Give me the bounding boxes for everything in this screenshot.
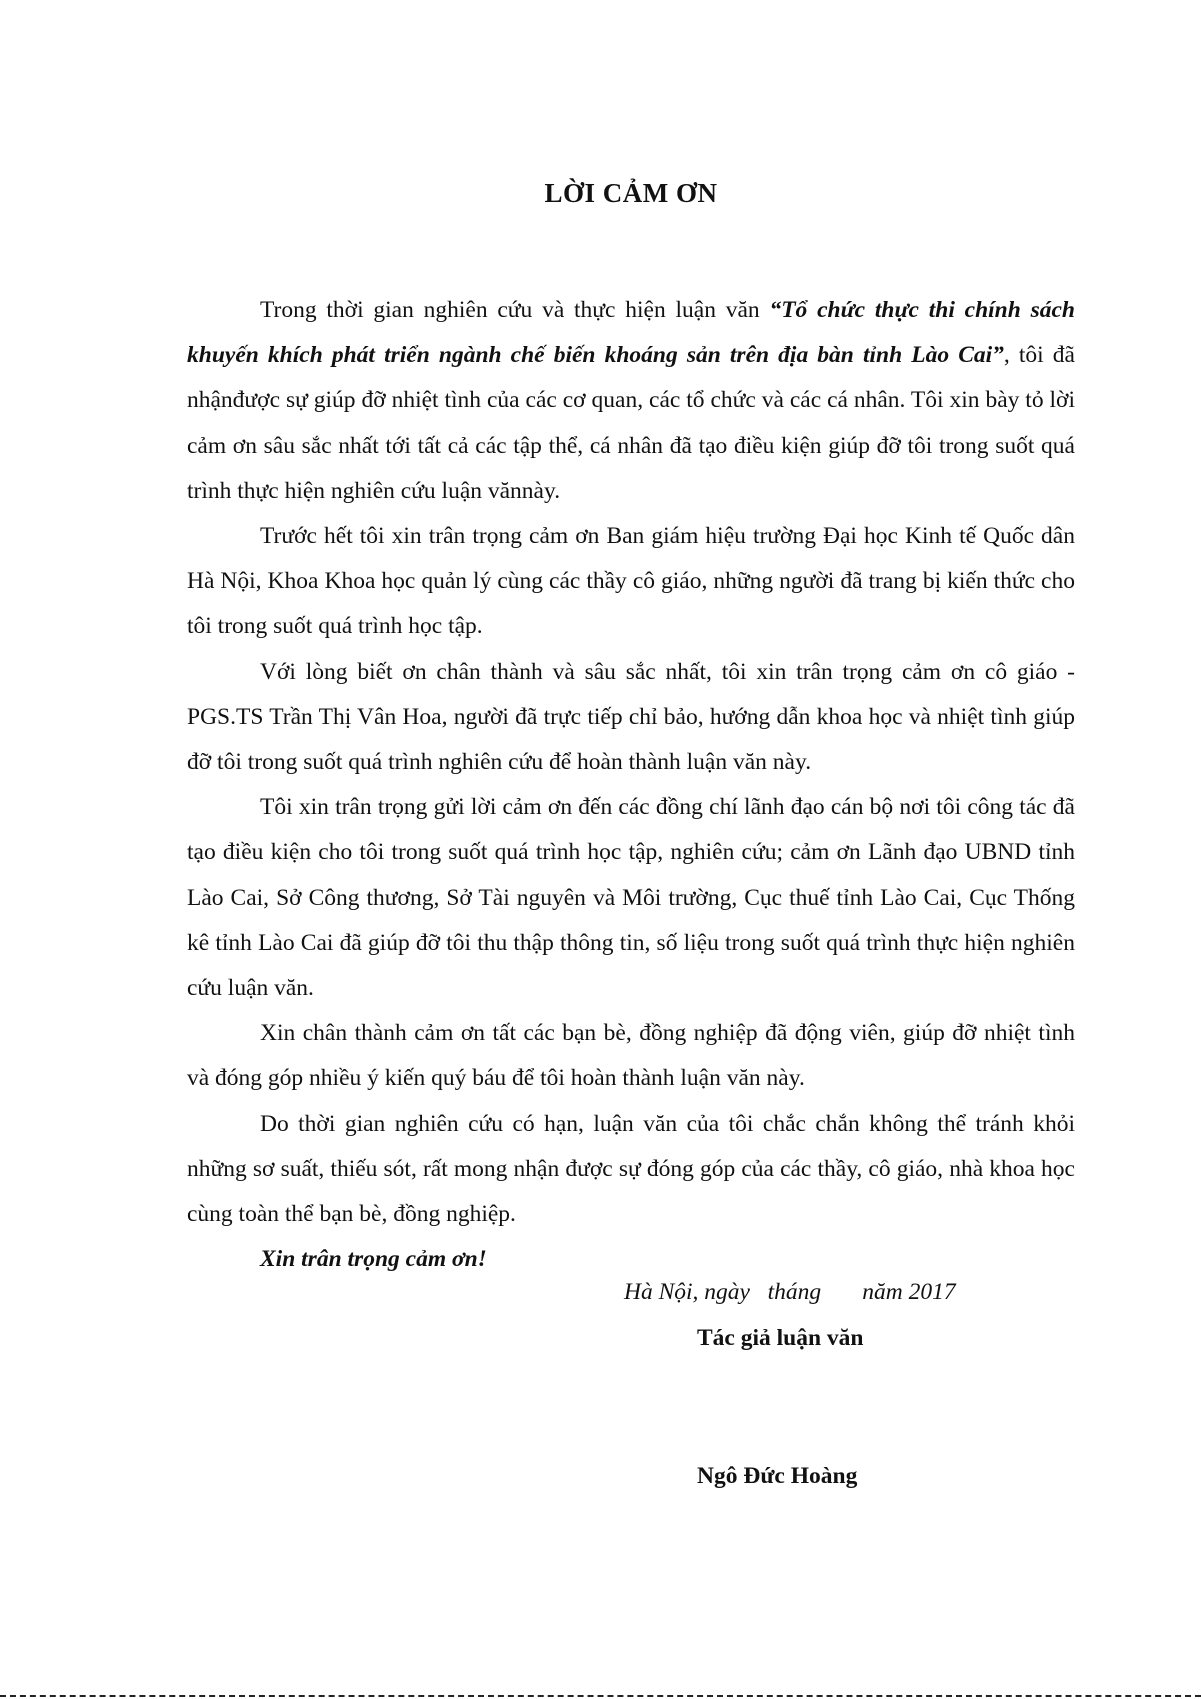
body-text bbox=[187, 288, 1075, 1282]
paragraph-6: Do thời gian nghiên cứu có hạn, luận văn của tôi chắc chắn không thể tránh khỏi những sơ suất, thiếu sót, rất mong nhận được sự đóng góp của các thầy, cô giáo, nhà khoa học cùng toàn thể bạn bè, đồng nghiệp. bbox=[187, 1110, 1075, 1228]
paragraph-1-rest: , tôi đã nhậnđược sự giúp đỡ nhiệt tình của các cơ quan, các tổ chức và các cá nhân. Tôi xin bày tỏ lời cảm ơn sâu sắc nhất tới tất cả các tập thể, cá nhân đã tạo điều kiện giúp đỡ tôi trong suốt quá trình thực hiện nghiên cứu luận vănnày. bbox=[187, 342, 1075, 504]
date-line: Hà Nội, ngày tháng năm 2017 bbox=[624, 1279, 956, 1305]
author-label: Tác giả luận văn bbox=[697, 1325, 864, 1351]
paragraph-1-lead: Trong thời gian nghiên cứu và thực hiện luận văn bbox=[260, 297, 770, 323]
paragraph-4: Tôi xin trân trọng gửi lời cảm ơn đến các đồng chí lãnh đạo cán bộ nơi tôi công tác đã tạo điều kiện cho tôi trong suốt quá trình học tập, nghiên cứu; cảm ơn Lãnh đạo UBND tỉnh Lào Cai, Sở Công thương, Sở Tài nguyên và Môi trường, Cục thuế tỉnh Lào Cai, Cục Thống kê tỉnh Lào Cai đã giúp đỡ tôi thu thập thông tin, số liệu trong suốt quá trình thực hiện nghiên cứu luận văn. bbox=[187, 794, 1075, 1002]
paragraph-5: Xin chân thành cảm ơn tất các bạn bè, đồng nghiệp đã động viên, giúp đỡ nhiệt tình và đóng góp nhiều ý kiến quý báu để tôi hoàn thành luận văn này. bbox=[187, 1020, 1075, 1092]
paragraph-1 bbox=[187, 288, 1075, 514]
paragraph-3: Với lòng biết ơn chân thành và sâu sắc nhất, tôi xin trân trọng cảm ơn cô giáo - PGS.TS Trần Thị Vân Hoa, người đã trực tiếp chỉ bảo, hướng dẫn khoa học và nhiệt tình giúp đỡ tôi trong suốt quá trình nghiên cứu để hoàn thành luận văn này. bbox=[187, 658, 1075, 776]
paragraph-2: Trước hết tôi xin trân trọng cảm ơn Ban giám hiệu trường Đại học Kinh tế Quốc dân Hà Nội, Khoa Khoa học quản lý cùng các thầy cô giáo, những người đã trang bị kiến thức cho tôi trong suốt quá trình học tập. bbox=[187, 523, 1075, 640]
bottom-divider bbox=[0, 1695, 1201, 1699]
author-name: Ngô Đức Hoàng bbox=[697, 1463, 858, 1489]
thesis-title: “Tổ chức thực thi chính sách khuyến khích phát triển ngành chế biến khoáng sản trên địa bàn tỉnh Lào Cai” bbox=[187, 297, 1075, 369]
page-title: LỜI CẢM ƠN bbox=[544, 178, 718, 208]
closing-line: Xin trân trọng cảm ơn! bbox=[260, 1246, 487, 1273]
